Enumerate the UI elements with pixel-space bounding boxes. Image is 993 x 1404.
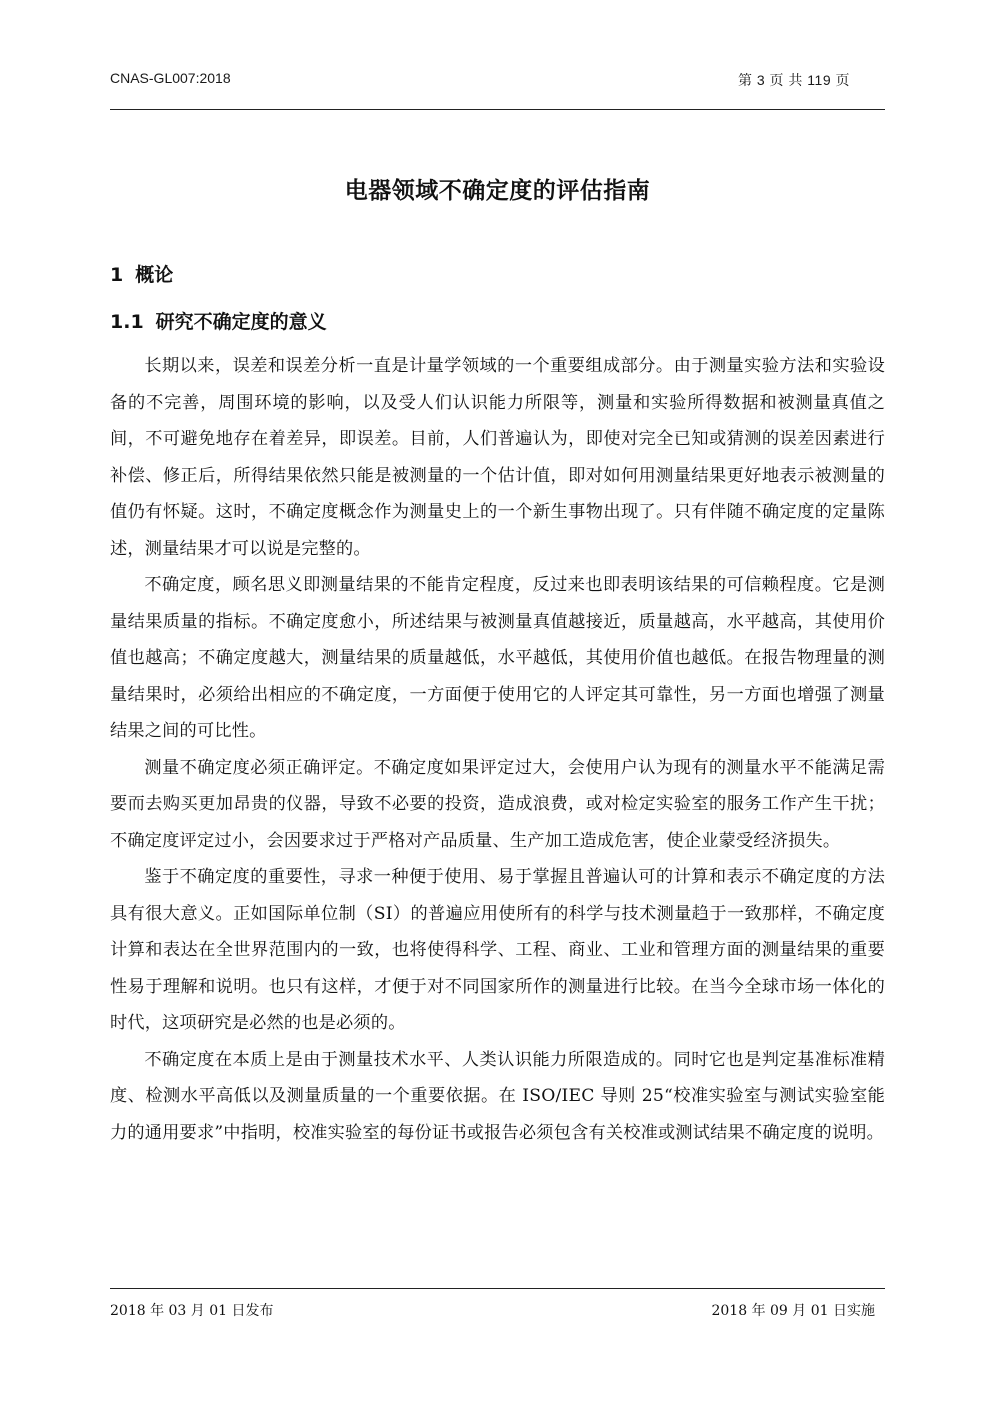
section-title: 概论 xyxy=(135,264,174,286)
document-code: CNAS-GL007:2018 xyxy=(110,70,231,86)
subsection-title: 研究不确定度的意义 xyxy=(155,311,327,333)
paragraph: 鉴于不确定度的重要性，寻求一种便于使用、易于掌握且普遍认可的计算和表示不确定度的方法具有很大意义。正如国际单位制（SI）的普遍应用使所有的科学与技术测量趋于一致那样，不确定度计算和表达在全世界范围内的一致，也将使得科学、工程、商业、工业和管理方面的测量结果的重要性易于理解和说明。也只有这样，才便于对不同国家所作的测量进行比较。在当今全球市场一体化的时代，这项研究是必然的也是必须的。 xyxy=(110,867,885,1033)
header-divider xyxy=(110,109,885,110)
paragraph: 不确定度在本质上是由于测量技术水平、人类认识能力所限造成的。同时它也是判定基准标准精度、检测水平高低以及测量质量的一个重要依据。在 ISO/IEC 导则 25“校准实验室与测试实验室能力的通用要求”中指明，校准实验室的每份证书或报告必须包含有关校准或测试结果不确定度的说明。 xyxy=(110,1049,885,1143)
page-footer xyxy=(110,1300,875,1322)
paragraph: 不确定度，顾名思义即测量结果的不能肯定程度，反过来也即表明该结果的可信赖程度。它是测量结果质量的指标。不确定度愈小，所述结果与被测量真值越接近，质量越高，水平越高，其使用价值也越高；不确定度越大，测量结果的质量越低，水平越低，其使用价值也越低。在报告物理量的测量结果时，必须给出相应的不确定度，一方面便于使用它的人评定其可靠性，另一方面也增强了测量结果之间的可比性。 xyxy=(110,575,885,741)
subsection-number: 1.1 xyxy=(110,311,144,333)
section-number: 1 xyxy=(110,264,124,286)
paragraph: 长期以来，误差和误差分析一直是计量学领域的一个重要组成部分。由于测量实验方法和实验设备的不完善，周围环境的影响，以及受人们认识能力所限等，测量和实验所得数据和被测量真值之间，不可避免地存在着差异，即误差。目前，人们普遍认为，即使对完全已知或猜测的误差因素进行补偿、修正后，所得结果依然只能是被测量的一个估计值，即对如何用测量结果更好地表示被测量的值仍有怀疑。这时，不确定度概念作为测量史上的一个新生事物出现了。只有伴随不确定度的定量陈述，测量结果才可以说是完整的。 xyxy=(110,356,885,559)
footer-divider xyxy=(110,1288,885,1289)
paragraph: 测量不确定度必须正确评定。不确定度如果评定过大，会使用户认为现有的测量水平不能满足需要而去购买更加昂贵的仪器，导致不必要的投资，造成浪费，或对检定实验室的服务工作产生干扰；不确定度评定过小，会因要求过于严格对产品质量、生产加工造成危害，使企业蒙受经济损失。 xyxy=(110,757,885,851)
section-heading-1 xyxy=(110,260,173,287)
section-heading-1-1 xyxy=(110,307,327,334)
publish-date: 2018 年 03 月 01 日发布 xyxy=(110,1303,274,1319)
body-text xyxy=(110,348,885,1151)
implement-date: 2018 年 09 月 01 日实施 xyxy=(711,1303,875,1319)
page-header xyxy=(110,70,885,92)
document-title: 电器领域不确定度的评估指南 xyxy=(344,178,651,204)
page-number-info: 第 3 页 共 119 页 xyxy=(737,72,850,88)
